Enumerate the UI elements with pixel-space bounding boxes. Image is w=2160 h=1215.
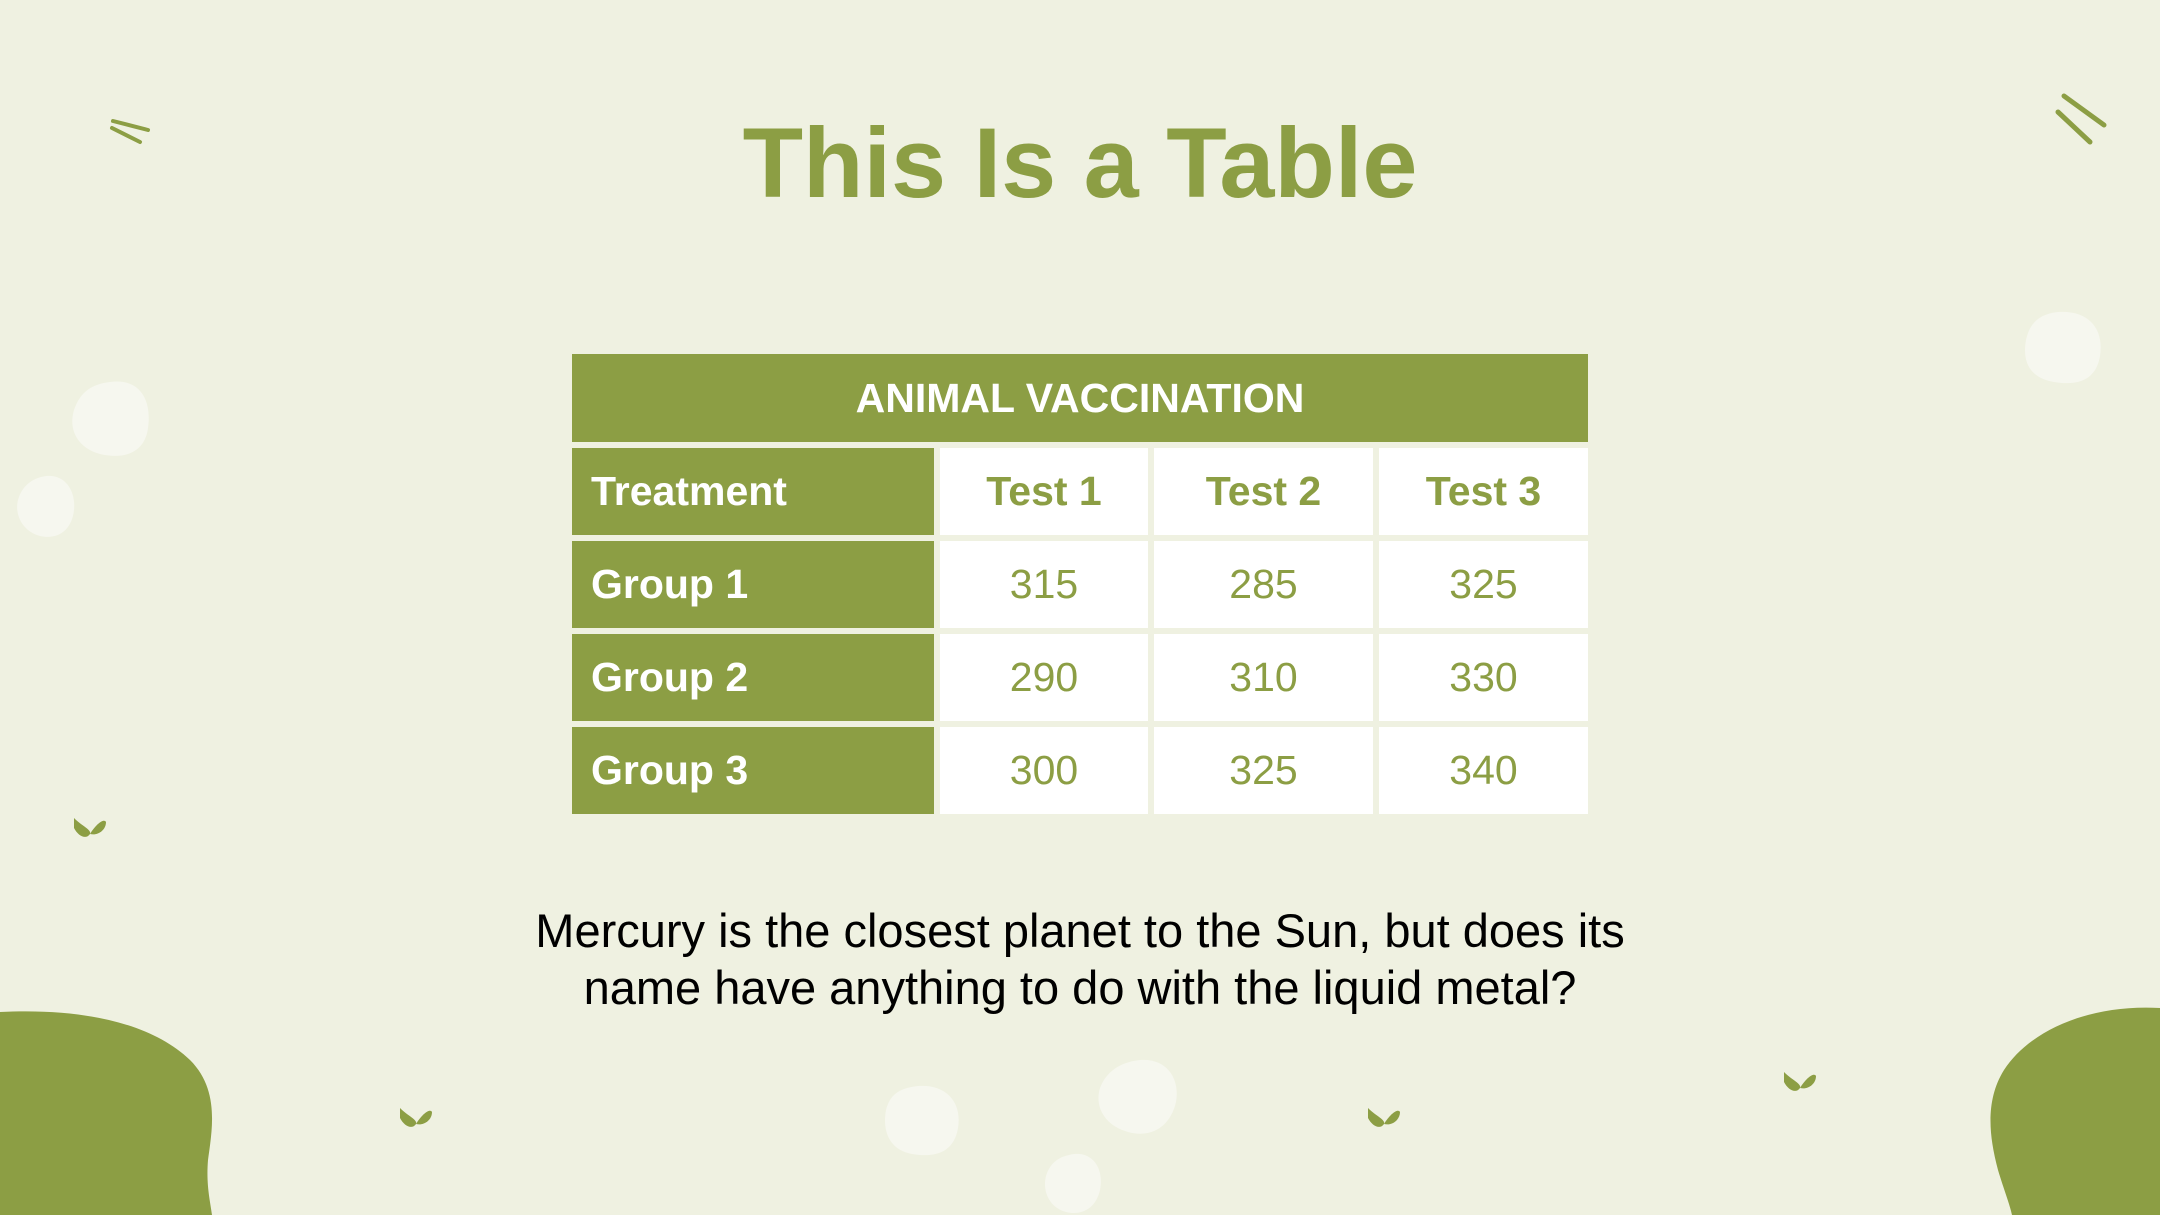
table-header-row xyxy=(572,354,1588,442)
row-label: Group 3 xyxy=(572,727,934,814)
body-text-line-2: name have anything to do with the liquid metal? xyxy=(583,961,1577,1014)
table-cell: 325 xyxy=(1379,541,1588,628)
table-cell: 330 xyxy=(1379,634,1588,721)
table-row xyxy=(572,634,1588,721)
page-title: This Is a Table xyxy=(742,107,1418,218)
column-header-test-2: Test 2 xyxy=(1154,448,1373,535)
column-header-test-3: Test 3 xyxy=(1379,448,1588,535)
vaccination-table xyxy=(572,354,1588,814)
body-text xyxy=(480,902,1680,1016)
table-cell: 300 xyxy=(940,727,1148,814)
table-cell: 290 xyxy=(940,634,1148,721)
table-cell: 325 xyxy=(1154,727,1373,814)
row-label: Group 2 xyxy=(572,634,934,721)
table-row xyxy=(572,727,1588,814)
column-header-treatment: Treatment xyxy=(572,448,934,535)
column-header-row xyxy=(572,448,1588,535)
column-header-test-1: Test 1 xyxy=(940,448,1148,535)
body-text-line-1: Mercury is the closest planet to the Sun, but does its xyxy=(535,904,1625,957)
table-cell: 310 xyxy=(1154,634,1373,721)
table-row xyxy=(572,541,1588,628)
row-label: Group 1 xyxy=(572,541,934,628)
table-title: ANIMAL VACCINATION xyxy=(572,354,1588,442)
table-cell: 340 xyxy=(1379,727,1588,814)
table-cell: 315 xyxy=(940,541,1148,628)
table-cell: 285 xyxy=(1154,541,1373,628)
